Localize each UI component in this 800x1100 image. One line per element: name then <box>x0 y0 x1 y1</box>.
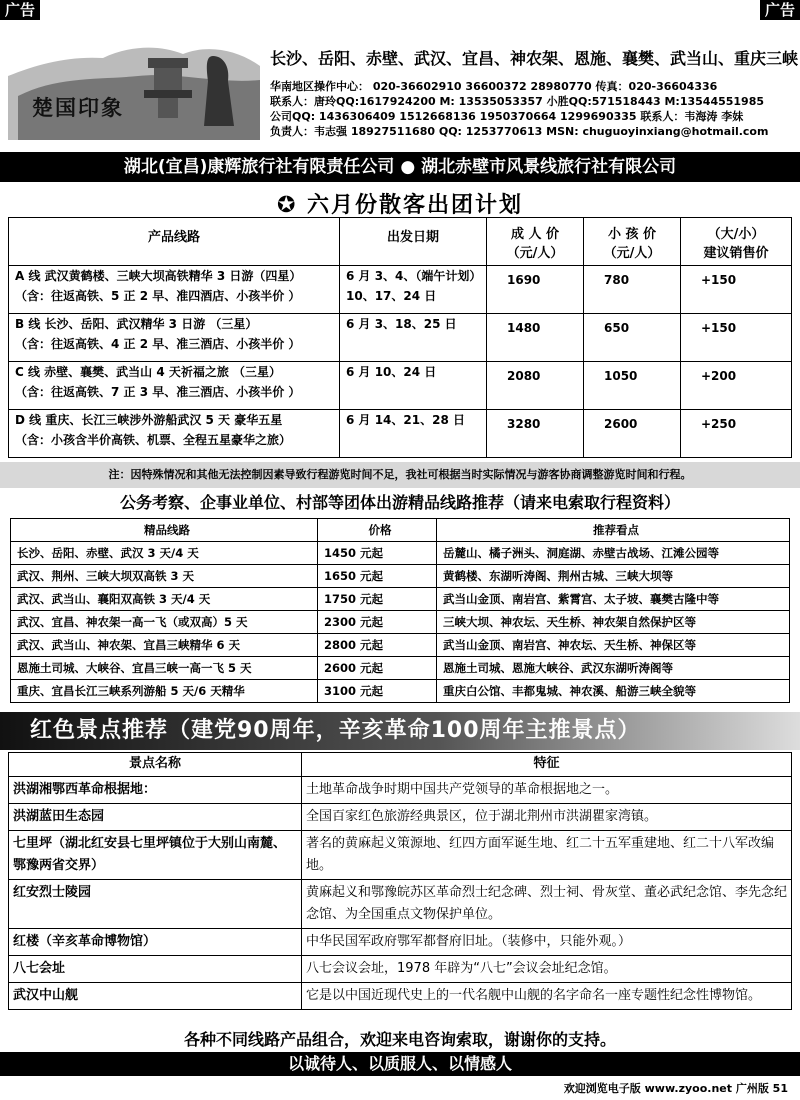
header-route: 产品线路 <box>9 218 340 266</box>
header-date: 出发日期 <box>340 218 487 266</box>
table-row <box>9 362 792 410</box>
table-row: 红安烈士陵园 黄麻起义和鄂豫皖苏区革命烈士纪念碑、烈士祠、骨灰堂、董必武纪念馆、李先念纪念馆、为全国重点文物保护单位。 <box>9 880 792 929</box>
table-row: 武汉、宜昌、神农架一高一飞（或双高）5 天 2300 元起 三峡大坝、神农坛、天生桥、神农架自然保护区等 <box>11 611 790 634</box>
red-title: 红色景点推荐（建党90周年，辛亥革命100周年主推景点） <box>0 712 800 750</box>
adult-price: 3280 <box>487 410 584 458</box>
child-price: 1050 <box>584 362 681 410</box>
suggest-price: +200 <box>681 362 792 410</box>
table-row: 武汉中山舰 它是以中国近现代史上的一代名舰中山舰的名字命名一座专题性纪念性博物馆。 <box>9 983 792 1010</box>
group-title: 公务考察、企事业单位、村部等团体出游精品线路推荐（请来电索取行程资料） <box>119 493 680 512</box>
table-row <box>9 314 792 362</box>
group-table <box>10 518 790 703</box>
companies-bar: 湖北(宜昌)康辉旅行社有限责任公司 ● 湖北赤壁市风景线旅行社有限公司 <box>0 152 800 182</box>
table-row: 武汉、荆州、三峡大坝双高铁 3 天 1650 元起 黄鹤楼、东湖听涛阁、荆州古城、三峡大坝等 <box>11 565 790 588</box>
contact-line-1: 华南地区操作中心： 020-36602910 36600372 28980770 传真：020-36604336 <box>270 80 718 93</box>
route-date: 6 月 10、24 日 <box>346 365 437 379</box>
route-date: 6 月 3、18、25 日 <box>346 317 457 331</box>
adult-price: 1480 <box>487 314 584 362</box>
ad-tag-left: 广告 <box>0 0 40 20</box>
header-price: 价格 <box>318 519 437 542</box>
child-price: 650 <box>584 314 681 362</box>
plan-table <box>8 217 792 458</box>
plan-title: ✪ 六月份散客出团计划 <box>276 193 524 218</box>
adult-price: 1690 <box>487 266 584 314</box>
table-row: 武汉、武当山、神农架、宜昌三峡精华 6 天 2800 元起 武当山金顶、南岩宫、神农坛、天生桥、神保区等 <box>11 634 790 657</box>
table-row: 武汉、武当山、襄阳双高铁 3 天/4 天 1750 元起 武当山金顶、南岩宫、紫霄宫、太子坡、襄樊古隆中等 <box>11 588 790 611</box>
table-row: 恩施土司城、大峡谷、宜昌三峡一高一飞 5 天 2600 元起 恩施土司城、恩施大峡谷、武汉东湖听涛阁等 <box>11 657 790 680</box>
note-text: 注：因特殊情况和其他无法控制因素导致行程游览时间不足，我社可根据当时实际情况与游客协商调整游览时间和行程。 <box>0 462 800 488</box>
table-row: 七里坪（湖北红安县七里坪镇位于大别山南麓、鄂豫两省交界） 著名的黄麻起义策源地、红四方面军诞生地、红二十五军重建地、红二十八军改编地。 <box>9 831 792 880</box>
cities-list: 长沙、岳阳、赤壁、武汉、宜昌、神农架、恩施、襄樊、武当山、重庆三峡 <box>270 49 799 68</box>
table-row: 长沙、岳阳、赤壁、武汉 3 天/4 天 1450 元起 岳麓山、橘子洲头、洞庭湖、赤壁古战场、江滩公园等 <box>11 542 790 565</box>
header-line: 精品线路 <box>11 519 318 542</box>
logo-text: 楚国印象 <box>32 95 124 120</box>
route-date: 6 月 14、21、28 日 <box>346 413 465 427</box>
route-incl: （含：往返高铁、5 正 2 早、准四酒店、小孩半价 ） <box>15 289 301 303</box>
table-row: 重庆、宜昌长江三峡系列游船 5 天/6 天精华 3100 元起 重庆白公馆、丰都鬼城、神农溪、船游三峡全貌等 <box>11 680 790 703</box>
header-adult: 成 人 价 （元/人） <box>487 218 584 266</box>
contact-line-2: 联系人：唐玲QQ:1617924200 M: 13535053357 小胜QQ:571518443 M:13544551985 <box>270 95 765 108</box>
red-table <box>8 752 792 1010</box>
table-row: A 线 武汉黄鹤楼、三峡大坝高铁精华 3 日游（四星） （含：往返高铁、5 正 2 早、准四酒店、小孩半价 ） 6 月 3、4、（端午计划） 10、17、24 日 1690 780 +150 <box>9 266 792 314</box>
table-row: 洪湖蓝田生态园 全国百家红色旅游经典景区，位于湖北荆州市洪湖瞿家湾镇。 <box>9 804 792 831</box>
suggest-price: +150 <box>681 266 792 314</box>
table-row: 洪湖湘鄂西革命根据地： 土地革命战争时期中国共产党领导的革命根据地之一。 <box>9 777 792 804</box>
ad-tag-right: 广告 <box>760 0 800 20</box>
route-date: 6 月 3、4、（端午计划） <box>346 269 482 283</box>
route-name: B 线 长沙、岳阳、武汉精华 3 日游 （三星） <box>15 317 258 331</box>
child-price: 780 <box>584 266 681 314</box>
header-child: 小 孩 价 （元/人） <box>584 218 681 266</box>
route-incl: （含：往返高铁、7 正 3 早、准三酒店、小孩半价 ） <box>15 385 301 399</box>
header-spot: 景点名称 <box>9 753 302 777</box>
suggest-price: +150 <box>681 314 792 362</box>
table-row: 八七会址 八七会议会址，1978 年辟为“八七”会议会址纪念馆。 <box>9 956 792 983</box>
header-highlights: 推荐看点 <box>437 519 790 542</box>
header-feature: 特征 <box>302 753 792 777</box>
route-name: A 线 武汉黄鹤楼、三峡大坝高铁精华 3 日游（四星） <box>15 269 302 283</box>
route-name: C 线 赤壁、襄樊、武当山 4 天祈福之旅 （三星） <box>15 365 282 379</box>
brand-logo <box>8 36 260 140</box>
footer-slogan: 以诚待人、以质服人、以情感人 <box>0 1052 800 1076</box>
adult-price: 2080 <box>487 362 584 410</box>
child-price: 2600 <box>584 410 681 458</box>
route-incl: （含：往返高铁、4 正 2 早、准三酒店、小孩半价 ） <box>15 337 301 351</box>
contact-line-4: 负责人：韦志强 18927511680 QQ: 1253770613 MSN: chuguoyinxiang@hotmail.com <box>270 125 769 138</box>
footer-message: 各种不同线路产品组合，欢迎来电咨询索取，谢谢你的支持。 <box>183 1030 616 1049</box>
contact-line-3: 公司QQ: 1436306409 1512668136 1950370664 1299690335 联系人：韦海涛 李妹 <box>270 110 744 123</box>
suggest-price: +250 <box>681 410 792 458</box>
table-row: 红楼（辛亥革命博物馆） 中华民国军政府鄂军都督府旧址。（装修中，只能外观。） <box>9 929 792 956</box>
table-row <box>9 410 792 458</box>
route-name: D 线 重庆、长江三峡涉外游船武汉 5 天 豪华五星 <box>15 413 283 427</box>
header-suggest: （大/小） 建议销售价 <box>681 218 792 266</box>
route-incl: （含：小孩含半价高铁、机票、全程五星豪华之旅） <box>15 433 292 447</box>
page-footer: 欢迎浏览电子版 www.zyoo.net 广州版 51 <box>563 1082 788 1095</box>
